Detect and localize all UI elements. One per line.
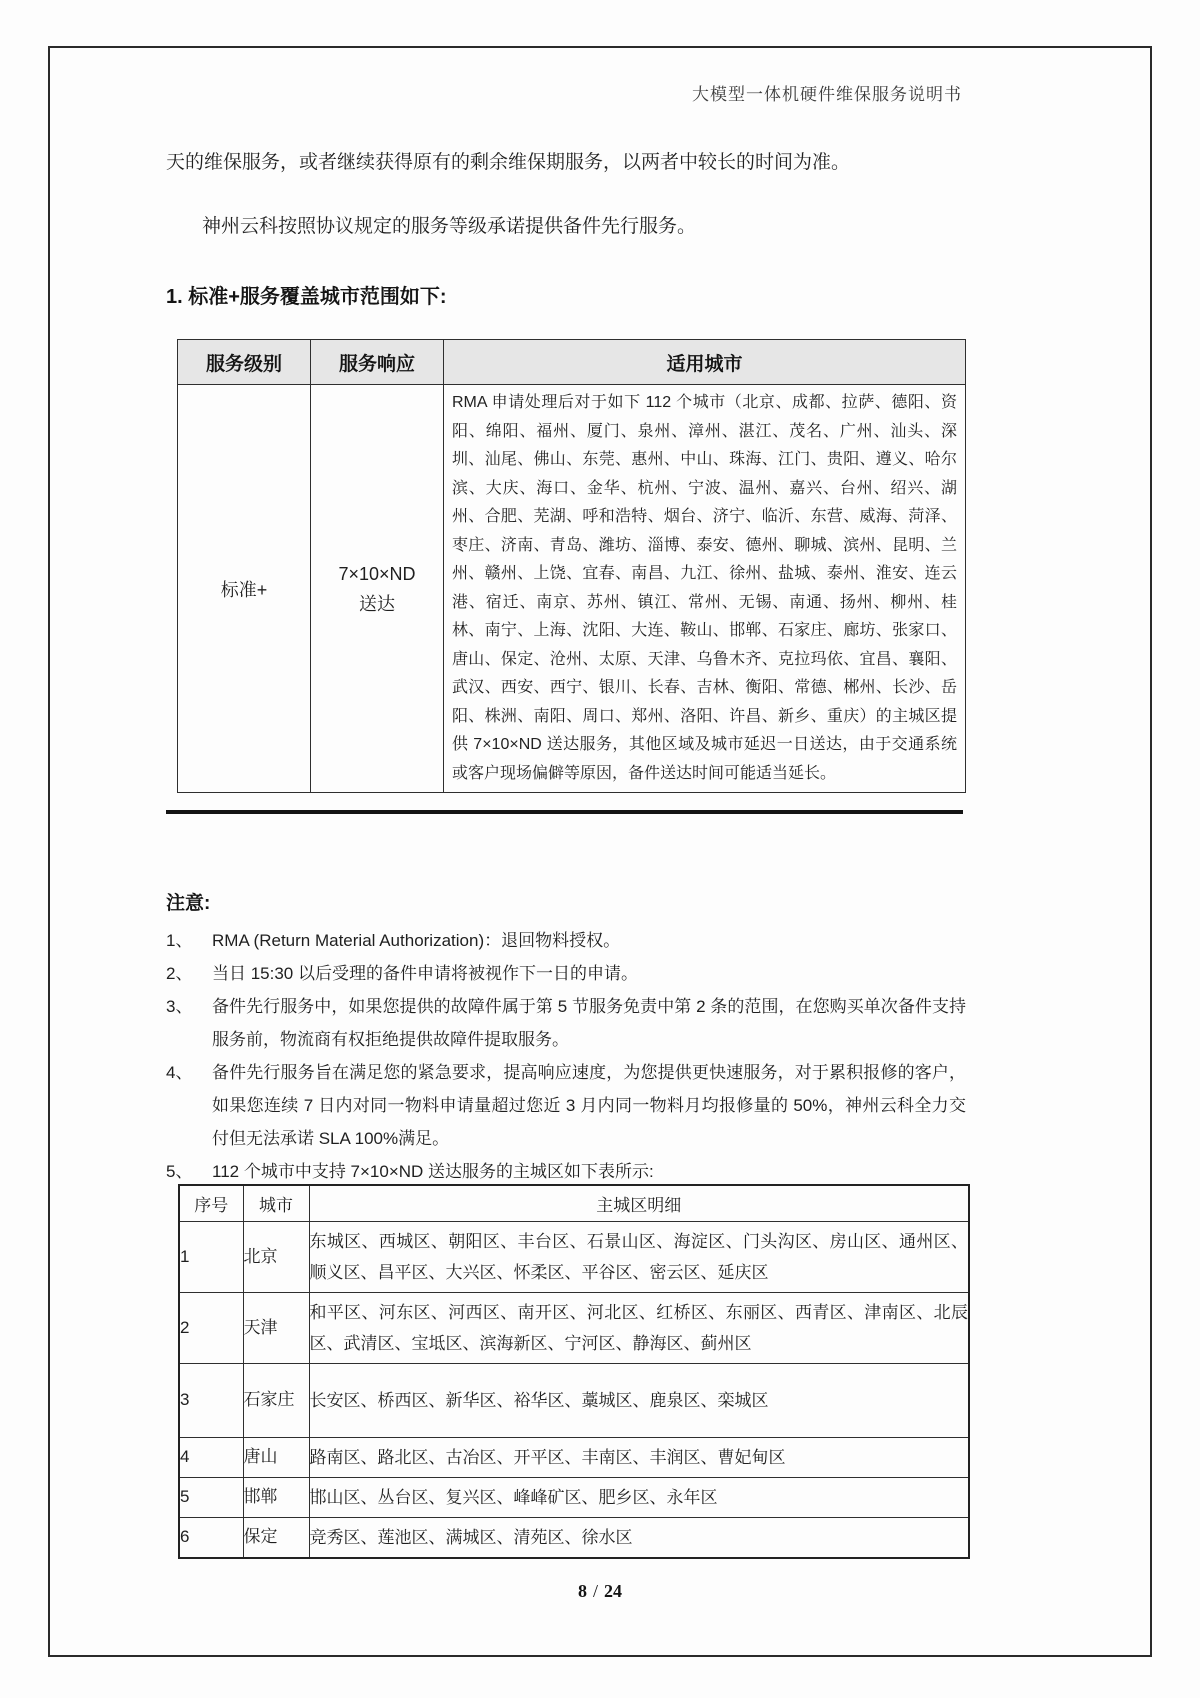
note-item: [166, 990, 966, 1056]
header-city: 城市: [243, 1185, 309, 1221]
cell-index: 3: [179, 1363, 243, 1437]
table-row: [179, 1517, 969, 1558]
page-separator: /: [592, 1581, 598, 1601]
district-table: [178, 1184, 970, 1559]
cell-city: 保定: [243, 1517, 309, 1558]
cell-index: 6: [179, 1517, 243, 1558]
note-text: 备件先行服务中，如果您提供的故障件属于第 5 节服务免责中第 2 条的范围，在您购买单次备件支持服务前，物流商有权拒绝提供故障件提取服务。: [212, 997, 966, 1049]
header-title: 大模型一体机硬件维保服务说明书: [692, 85, 962, 104]
table-row: [178, 385, 966, 793]
paragraph-remaining-warranty: 天的维保服务，或者继续获得原有的剩余维保期服务，以两者中较长的时间为准。: [166, 152, 851, 173]
page-total: 24: [604, 1581, 622, 1601]
header-applicable-cities: 适用城市: [444, 340, 966, 385]
cell-city: 唐山: [243, 1437, 309, 1477]
note-text: 当日 15:30 以后受理的备件申请将被视作下一日的申请。: [212, 964, 638, 983]
cell-index: 4: [179, 1437, 243, 1477]
cell-index: 1: [179, 1221, 243, 1292]
table-row: [179, 1477, 969, 1517]
cell-districts: 东城区、西城区、朝阳区、丰台区、石景山区、海淀区、门头沟区、房山区、通州区、顺义区、昌平区、大兴区、怀柔区、平谷区、密云区、延庆区: [309, 1221, 969, 1292]
header-districts: 主城区明细: [309, 1185, 969, 1221]
note-item: [166, 1056, 966, 1155]
note-text: RMA (Return Material Authorization)：退回物料授权。: [212, 931, 621, 950]
notes-list: [166, 924, 966, 1188]
table-row: [179, 1437, 969, 1477]
response-line-2: 送达: [359, 593, 395, 614]
table-row: [179, 1292, 969, 1363]
cell-districts: 和平区、河东区、河西区、南开区、河北区、红桥区、东丽区、西青区、津南区、北辰区、武清区、宝坻区、滨海新区、宁河区、静海区、蓟州区: [309, 1292, 969, 1363]
section-divider: [166, 810, 963, 814]
note-item: [166, 957, 966, 990]
note-item: [166, 924, 966, 957]
section-heading: 1. 标准+服务覆盖城市范围如下:: [166, 286, 447, 308]
cell-districts: 长安区、桥西区、新华区、裕华区、藁城区、鹿泉区、栾城区: [309, 1363, 969, 1437]
table-header-row: [179, 1185, 969, 1221]
header-index: 序号: [179, 1185, 243, 1221]
paragraph-service-commitment: 神州云科按照协议规定的服务等级承诺提供备件先行服务。: [202, 216, 697, 237]
table-header-row: [178, 340, 966, 385]
page-number: [0, 1581, 1200, 1602]
cell-districts: 邯山区、丛台区、复兴区、峰峰矿区、肥乡区、永年区: [309, 1477, 969, 1517]
cell-city: 天津: [243, 1292, 309, 1363]
note-text: 112 个城市中支持 7×10×ND 送达服务的主城区如下表所示:: [212, 1162, 654, 1181]
service-coverage-table: [177, 339, 966, 793]
page-current: 8: [577, 1581, 587, 1601]
cell-applicable-cities: [444, 385, 966, 793]
cell-districts: 路南区、路北区、古冶区、开平区、丰南区、丰润区、曹妃甸区: [309, 1437, 969, 1477]
header-service-level: 服务级别: [178, 340, 311, 385]
note-number: 2、: [166, 964, 193, 983]
cell-service-response: [311, 385, 444, 793]
cell-index: 5: [179, 1477, 243, 1517]
cell-index: 2: [179, 1292, 243, 1363]
note-text: 备件先行服务旨在满足您的紧急要求，提高响应速度，为您提供更快速服务，对于累积报修的客户，如果您连续 7 日内对同一物料申请量超过您近 3 月内同一物料月均报修量的 50%，神州云科全力交付但无法承诺 SLA 100%满足。: [212, 1063, 966, 1148]
note-number: 4、: [166, 1063, 193, 1082]
response-line-1: 7×10×ND: [338, 563, 416, 584]
header-service-response: 服务响应: [311, 340, 444, 385]
cities-list-text: RMA 申请处理后对于如下 112 个城市（北京、成都、拉萨、德阳、资阳、绵阳、福州、厦门、泉州、漳州、湛江、茂名、广州、汕头、深圳、汕尾、佛山、东莞、惠州、中山、珠海、江门、贵阳、遵义、哈尔滨、大庆、海口、金华、杭州、宁波、温州、嘉兴、台州、绍兴、湖州、合肥、芜湖、呼和浩特、烟台、济宁、临沂、东营、威海、菏泽、枣庄、济南、青岛、潍坊、淄博、泰安、德州、聊城、滨州、昆明、兰州、赣州、上饶、宜春、南昌、九江、徐州、盐城、泰州、淮安、连云港、宿迁、南京、苏州、镇江、常州、无锡、南通、扬州、柳州、桂林、南宁、上海、沈阳、大连、鞍山、邯郸、石家庄、廊坊、张家口、唐山、保定、沧州、太原、天津、乌鲁木齐、克拉玛依、宜昌、襄阳、武汉、西安、西宁、银川、长春、吉林、衡阳、常德、郴州、长沙、岳阳、株洲、南阳、周口、郑州、洛阳、许昌、新乡、重庆）的主城区提供 7×10×ND 送达服务，其他区域及城市延迟一日送达，由于交通系统或客户现场偏僻等原因，备件送达时间可能适当延长。: [452, 394, 957, 782]
cell-districts: 竞秀区、莲池区、满城区、清苑区、徐水区: [309, 1517, 969, 1558]
notice-label: 注意:: [166, 893, 211, 914]
table-row: [179, 1363, 969, 1437]
cell-city: 北京: [243, 1221, 309, 1292]
note-number: 5、: [166, 1162, 193, 1181]
cell-city: 石家庄: [243, 1363, 309, 1437]
cell-city: 邯郸: [243, 1477, 309, 1517]
cell-service-level: 标准+: [178, 385, 311, 793]
note-number: 1、: [166, 931, 193, 950]
table-row: [179, 1221, 969, 1292]
note-number: 3、: [166, 997, 193, 1016]
